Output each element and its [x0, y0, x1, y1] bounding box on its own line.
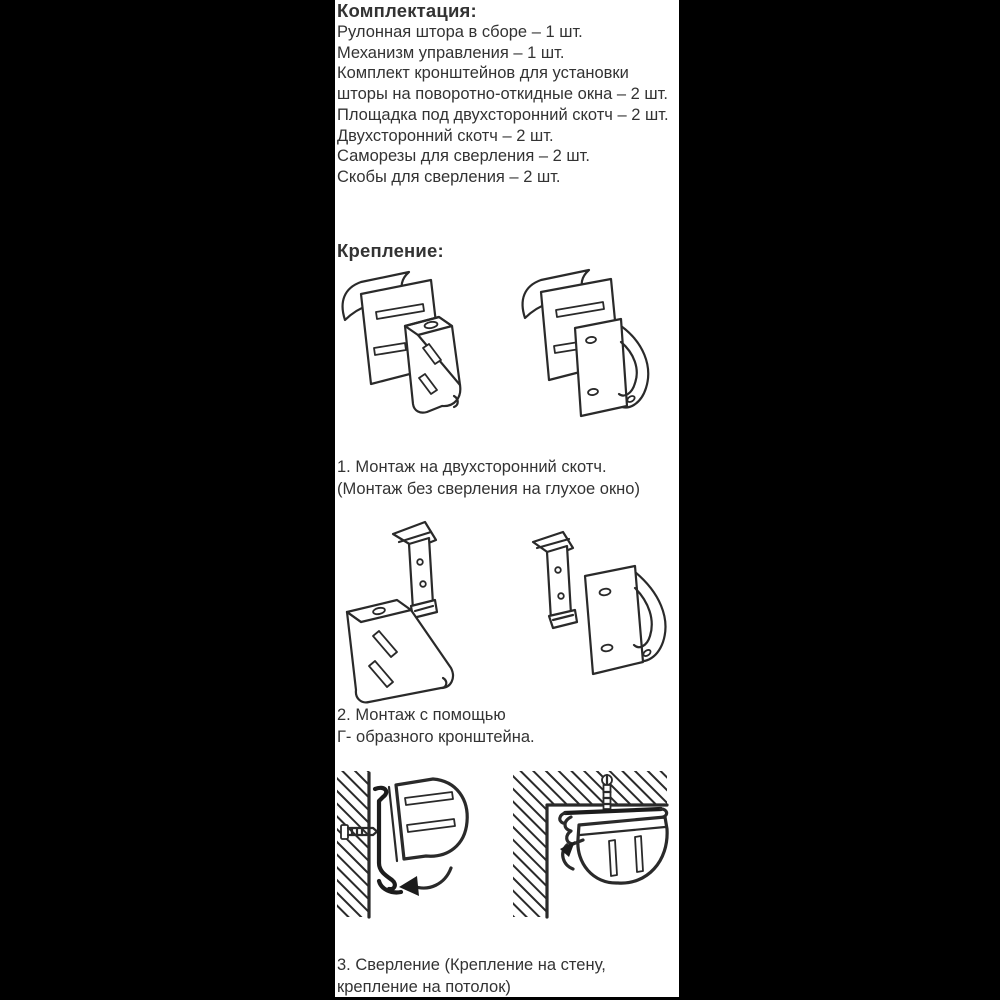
step-caption-3 — [337, 955, 606, 998]
rotation-arrow — [413, 868, 451, 888]
wall-mount-diagram — [337, 771, 467, 917]
l-shaped-bracket-illustration — [335, 512, 679, 704]
bracket-with-tape-pad-right — [523, 270, 649, 416]
komplekt-line: Комплект кронштейнов для установки — [337, 64, 629, 83]
roller-housing-hanging — [578, 817, 667, 883]
step-caption-line: крепление на потолок) — [337, 977, 511, 996]
step-caption-line: 1. Монтаж на двухсторонний скотч. — [337, 458, 607, 476]
step-caption-1 — [337, 457, 640, 500]
roller-housing-side — [389, 779, 467, 861]
instruction-sheet — [335, 0, 679, 997]
nose-bracket-right — [585, 566, 665, 674]
komplekt-line: Рулонная штора в сборе – 1 шт. — [337, 23, 583, 41]
komplekt-line: Механизм управления – 1 шт. — [337, 43, 565, 62]
hook-bracket-right — [533, 532, 577, 628]
step-caption-line: 2. Монтаж с помощью — [337, 706, 506, 724]
ceiling-mount-diagram — [513, 771, 667, 917]
wall-hatch — [337, 771, 369, 917]
komplekt-line: шторы на поворотно-откидные окна – 2 шт. — [337, 85, 668, 104]
drilling-wall-ceiling-illustration — [335, 765, 679, 922]
komplekt-line: Скобы для сверления – 2 шт. — [337, 167, 561, 186]
screw-icon — [602, 775, 612, 809]
step-caption-line: (Монтаж без сверления на глухое окно) — [337, 479, 640, 498]
tape-mount-brackets-illustration — [335, 268, 679, 440]
ceiling-hatch — [513, 771, 667, 917]
section-title-komplektaciya: Комплектация: — [337, 0, 477, 21]
komplekt-line: Площадка под двухсторонний скотч – 2 шт. — [337, 105, 669, 124]
komplekt-line: Двухсторонний скотч – 2 шт. — [337, 126, 554, 145]
wall-bracket-profile — [375, 788, 395, 889]
hinge-profile — [565, 817, 583, 844]
ceiling-bracket-plate — [565, 809, 661, 813]
section-komplektaciya — [337, 0, 669, 188]
step-caption-2 — [337, 705, 535, 748]
corner-bracket-left — [347, 600, 453, 702]
komplekt-line: Саморезы для сверления – 2 шт. — [337, 147, 590, 166]
bracket-with-tape-pad-left — [343, 272, 461, 413]
step-caption-line: 3. Сверление (Крепление на стену, — [337, 956, 606, 974]
step-caption-line: Г- образного кронштейна. — [337, 727, 535, 746]
section-title-kreplenie: Крепление: — [337, 240, 444, 261]
hook-bracket-left — [393, 522, 437, 618]
